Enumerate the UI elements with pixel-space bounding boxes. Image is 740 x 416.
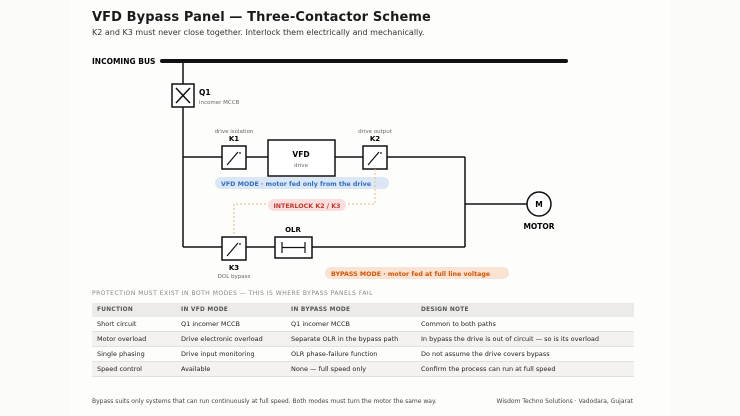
k3-tag: K3: [228, 264, 240, 272]
table-cell: Q1 incomer MCCB: [286, 317, 416, 332]
table-cell: In bypass the drive is out of circuit — so is its overload: [416, 332, 634, 347]
bus-label: INCOMING BUS: [92, 57, 156, 66]
table-row: [92, 317, 634, 332]
table-cell: OLR phase-failure function: [286, 347, 416, 362]
motor-symbol-letter: M: [535, 200, 543, 209]
k2-desc: drive output: [358, 129, 392, 135]
table-cell: Common to both paths: [416, 317, 634, 332]
column-header-vfd-mode: IN VFD MODE: [176, 303, 286, 317]
vfd-desc: drive: [294, 163, 308, 169]
vfd-tag: VFD: [292, 150, 310, 159]
table-cell: Drive input monitoring: [176, 347, 286, 362]
k1-contactor: [222, 146, 246, 169]
page-title: VFD Bypass Panel — Three-Contactor Scheme: [92, 10, 431, 25]
column-header-design-note: DESIGN NOTE: [416, 303, 634, 317]
q1-mccb: [172, 84, 194, 107]
table-cell: Motor overload: [92, 332, 176, 347]
page-subtitle: K2 and K3 must never close together. Interlock them electrically and mechanically.: [92, 28, 425, 37]
table-cell: Confirm the process can run at full speed: [416, 362, 634, 377]
table-cell: Available: [176, 362, 286, 377]
table-cell: Separate OLR in the bypass path: [286, 332, 416, 347]
olr-tag: OLR: [285, 226, 301, 234]
table-cell: None — full speed only: [286, 362, 416, 377]
column-header-function: FUNCTION: [92, 303, 176, 317]
k1-desc: drive isolation: [214, 129, 254, 135]
table-row: [92, 332, 634, 347]
k3-desc: DOL bypass: [217, 274, 251, 280]
table-cell: Drive electronic overload: [176, 332, 286, 347]
table-cell: Do not assume the drive covers bypass: [416, 347, 634, 362]
k1-tag: K1: [228, 135, 240, 143]
table-row: [92, 347, 634, 362]
k2-contactor: [363, 146, 387, 169]
interlock-note: INTERLOCK K2 / K3: [273, 203, 341, 210]
table-cell: Speed control: [92, 362, 176, 377]
table-header-row: [92, 303, 634, 317]
olr-relay: [275, 237, 312, 258]
table-cell: Q1 incomer MCCB: [176, 317, 286, 332]
q1-tag: Q1: [199, 88, 211, 97]
protection-caption: PROTECTION MUST EXIST IN BOTH MODES — THIS IS WHERE BYPASS PANELS FAIL: [92, 290, 373, 297]
table-row: [92, 362, 634, 377]
k2-tag: K2: [369, 135, 381, 143]
footer-note: Bypass suits only systems that can run continuously at full speed. Both modes must turn the motor the same way.: [92, 398, 437, 405]
table-cell: Single phasing: [92, 347, 176, 362]
k3-contactor: [222, 237, 246, 260]
q1-desc: incomer MCCB: [199, 100, 240, 106]
bypass-mode-note: BYPASS MODE · motor fed at full line voltage: [331, 271, 491, 278]
footer-company: Wisdom Techno Solutions · Vadodara, Gujarat: [496, 398, 633, 405]
table-cell: Short circuit: [92, 317, 176, 332]
column-header-bypass-mode: IN BYPASS MODE: [286, 303, 416, 317]
vfd-mode-note: VFD MODE · motor fed only from the drive: [221, 181, 372, 188]
motor-label: MOTOR: [523, 222, 555, 231]
protection-table: [92, 303, 634, 377]
